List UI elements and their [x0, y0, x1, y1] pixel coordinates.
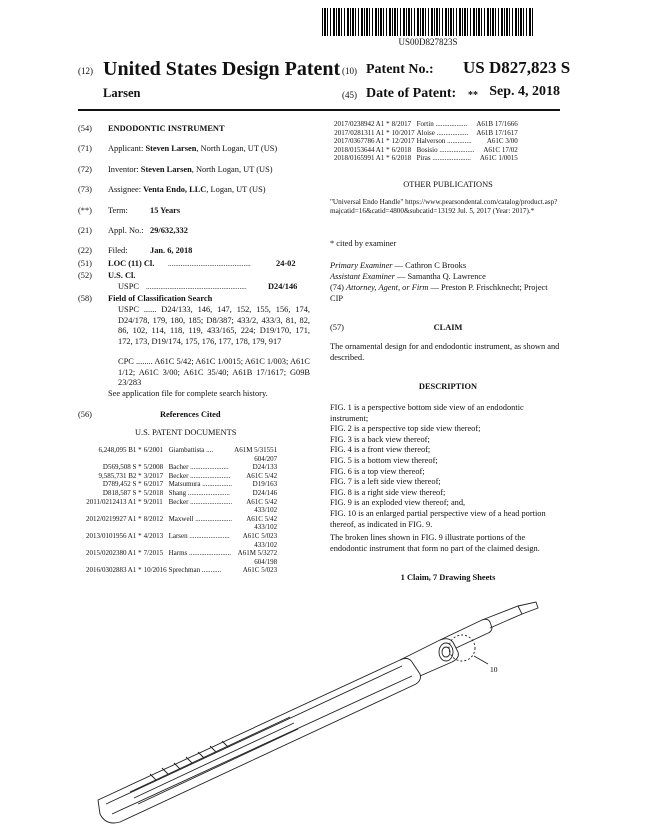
ref-name: Halverson ..............: [416, 137, 472, 146]
ref-class: 433/102: [254, 506, 278, 515]
figure-description: FIG. 4 is a front view thereof;: [330, 445, 431, 455]
ref-date: [144, 506, 169, 515]
ref-class: A61B 17/1666: [476, 120, 518, 128]
ref-class: A61C 17/02: [483, 145, 518, 154]
inventor-code: (72): [78, 165, 92, 174]
primary-examiner-label: Primary Examiner: [330, 261, 393, 270]
field-label: Field of Classification Search: [108, 294, 213, 303]
appl-label: Appl. No.:: [108, 226, 144, 235]
ref-date: 5/2008: [143, 463, 164, 472]
ref-number: 2017/0367786 A1 *: [334, 137, 390, 146]
other-publications-label: OTHER PUBLICATIONS: [403, 180, 493, 189]
ref-class: A61C 5/023: [242, 531, 278, 540]
appl-value: 29/632,332: [150, 226, 188, 235]
ref-name: Harms ........................: [168, 549, 231, 558]
ref-date: 8/2012: [143, 514, 164, 523]
ref-date: 6/2017: [143, 480, 164, 489]
primary-examiner-name: — Cathron C Brooks: [392, 261, 467, 270]
inventor: [108, 165, 273, 176]
ref-date: [144, 541, 169, 550]
reference-row: [86, 446, 279, 455]
barcode: [322, 8, 534, 36]
ref-date: 12/2017: [391, 137, 415, 146]
assignee-code: (73): [78, 185, 92, 194]
applicant-label: Applicant:: [108, 144, 144, 153]
code-45: (45): [342, 90, 357, 100]
figure-description: FIG. 8 is a right side view thereof;: [330, 487, 446, 497]
reference-row: [86, 566, 279, 575]
applicant: [108, 144, 277, 155]
field-uspc: USPC ...... D24/133, 146, 147, 152, 155, 156, 174, D24/178, 179, 180, 185; D8/387; 433/2, 433/3, 81, 82, 86, 102, 114, 118, 119, 433/165, 224; D19/170, 171, 172, 173, D19/174, 175, 176, 177, 178, 179, 917: [118, 305, 310, 346]
figure-description: FIG. 2 is a perspective top side view thereof;: [330, 424, 481, 434]
ref-number: 2011/0212413 A1 *: [86, 497, 142, 506]
ref-date: 6/2018: [391, 154, 412, 163]
reference-row: [86, 498, 279, 507]
uscl-code: (52): [78, 271, 92, 280]
reference-row: [334, 154, 520, 163]
ref-name: [169, 558, 235, 567]
attorney-code: (74): [330, 283, 347, 292]
ref-number: D818,587 S *: [102, 488, 142, 497]
ref-date: [144, 558, 169, 567]
loc-value: 24-02: [276, 259, 296, 268]
ref-number: 2018/0153644 A1 *: [334, 145, 390, 154]
cited-by-examiner: * cited by examiner: [330, 239, 397, 248]
loc-code: (51): [78, 259, 92, 268]
ref-date: 10/2017: [391, 128, 415, 137]
field-code: (58): [78, 294, 92, 303]
ref-class: A61C 5/42: [246, 514, 278, 523]
header-rule: [78, 109, 560, 111]
reference-row: [334, 129, 520, 138]
ref-name: Sprechman ...........: [168, 566, 222, 575]
filed-value: Jan. 6, 2018: [150, 246, 193, 255]
right-references: [334, 120, 562, 163]
ref-class: 604/198: [254, 557, 278, 566]
ref-number: 6,248,095 B1 *: [98, 446, 142, 454]
ref-name: [169, 506, 235, 515]
ref-class: A61B 17/1617: [476, 128, 518, 137]
ref-class: A61C 5/42: [246, 471, 278, 480]
inventor-surname: Larsen: [103, 86, 141, 100]
ref-number: 2018/0165991 A1 *: [334, 154, 390, 163]
ref-number: D789,452 S *: [102, 480, 142, 489]
field-cpc: CPC ........ A61C 5/42; A61C 1/0015; A61C 1/003; A61C 1/12; A61C 3/00; A61C 35/40; A61B 17/1617; G09B 23/283: [118, 357, 310, 388]
claim-text: The ornamental design for and endodontic instrument, as shown and described.: [330, 342, 560, 362]
ref-number: 9,585,731 B2 *: [98, 471, 142, 480]
figure-descriptions: [330, 403, 560, 530]
figure-description: FIG. 10 is an enlarged partial perspective view of a head portion thereof, as indicated in FIG. 9.: [330, 508, 546, 529]
claim-code: (57): [330, 323, 344, 332]
applicant-loc: , North Logan, UT (US): [196, 144, 278, 153]
primary-examiner: [330, 261, 466, 272]
patent-date: Sep. 4, 2018: [489, 84, 560, 99]
right-references-table: [334, 120, 520, 163]
refs-code: (56): [78, 410, 92, 419]
ref-class: 433/102: [254, 540, 278, 549]
appl-code: (21): [78, 226, 92, 235]
doc-type: United States Design Patent: [103, 58, 341, 80]
ref-class: A61C 3/00: [486, 137, 518, 146]
ref-name: Maxwell .....................: [168, 514, 232, 523]
date-label: Date of Patent:: [366, 86, 457, 101]
term-label: Term:: [108, 206, 128, 215]
ref-name: Matsumura .................: [168, 480, 232, 489]
ref-date: 10/2016: [143, 566, 167, 575]
other-publication: "Universal Endo Handle" https://www.pearsondental.com/catalog/product.asp?majcatid=16&catid=4800&subcatid=13192 Jul. 5, 2017 (Year: 2017).*: [330, 198, 558, 216]
ref-number: [86, 506, 144, 515]
reference-row: [86, 541, 279, 550]
see-application: See application file for complete search history.: [108, 389, 268, 398]
assignee-name: Venta Endo, LLC: [143, 185, 207, 194]
patent-number: US D827,823 S: [463, 58, 571, 77]
ref-number: 2012/0219927 A1 *: [86, 514, 142, 523]
reference-row: [86, 463, 279, 472]
patent-no-label: Patent No.:: [366, 62, 434, 77]
ref-name: Piras ......................: [416, 154, 471, 163]
filed-label: Filed:: [108, 246, 128, 255]
claims-sheets: 1 Claim, 7 Drawing Sheets: [400, 573, 496, 582]
reference-row: [334, 137, 520, 146]
ref-name: Becker ........................: [168, 497, 233, 506]
reference-row: [334, 120, 520, 129]
instrument-drawing: [90, 600, 560, 825]
figure-description: FIG. 3 is a back view thereof;: [330, 434, 430, 444]
left-references-table: [86, 446, 279, 575]
broken-lines-note: The broken lines shown in FIG. 9 illustrate portions of the endodontic instrument that form no part of the claimed design.: [330, 533, 540, 553]
loc-label: LOC (11) Cl.: [108, 259, 155, 268]
us-patent-docs-label: U.S. PATENT DOCUMENTS: [135, 428, 237, 437]
figure-description: FIG. 6 is a top view thereof;: [330, 466, 425, 476]
left-references: [86, 446, 314, 575]
loc-dots: ..............................................: [168, 260, 251, 268]
ref-number: 2017/0238942 A1 *: [334, 120, 390, 128]
filed-code: (22): [78, 246, 92, 255]
reference-row: [86, 472, 279, 481]
ref-date: 8/2017: [391, 120, 412, 128]
assignee: [108, 185, 266, 196]
assistant-examiner-name: — Samantha Q. Lawrence: [394, 272, 486, 281]
reference-row: [86, 532, 279, 541]
reference-row: [86, 549, 279, 558]
assignee-loc: , Logan, UT (US): [206, 185, 266, 194]
assistant-examiner: [330, 272, 486, 283]
description-label: DESCRIPTION: [418, 382, 478, 391]
usc-label: USPC: [118, 282, 139, 291]
attorney: [330, 283, 560, 304]
code-10: (10): [342, 66, 357, 76]
uscl-label: U.S. Cl.: [108, 271, 136, 280]
refs-label: References Cited: [160, 410, 221, 419]
ref-date: 9/2011: [143, 497, 163, 506]
figure-description: FIG. 1 is a perspective bottom side view of an endodontic instrument;: [330, 403, 524, 423]
ref-number: [86, 455, 144, 464]
term-value: 15 Years: [150, 206, 181, 215]
figure-description: FIG. 5 is a bottom view thereof;: [330, 455, 438, 465]
claim-label: CLAIM: [433, 323, 463, 332]
term-code: (**): [78, 206, 92, 215]
ref-number: 2013/0101956 A1 *: [86, 531, 142, 540]
ref-name: Becker .......................: [168, 471, 231, 480]
ref-date: 6/2018: [391, 145, 412, 154]
ref-class: A61M 5/3272: [237, 549, 278, 558]
figure-description: FIG. 7 is a left side view thereof;: [330, 477, 441, 487]
ref-date: 5/2018: [143, 488, 164, 497]
reference-row: [86, 480, 279, 489]
ref-class: A61M 5/31551: [234, 446, 278, 454]
applicant-code: (71): [78, 144, 92, 153]
reference-row: [86, 489, 279, 498]
ref-date: 3/2017: [143, 471, 164, 480]
figure-description: FIG. 9 is an exploded view thereof; and,: [330, 498, 466, 508]
ref-class: 433/102: [254, 523, 278, 532]
ref-class: 604/207: [254, 454, 278, 463]
ref-number: 2015/0202380 A1 *: [86, 549, 142, 558]
ref-name: Bosisio ....................: [416, 145, 475, 154]
inventor-label: Inventor:: [108, 165, 139, 174]
reference-row: [86, 455, 279, 464]
reference-row: [86, 506, 279, 515]
ref-number: [86, 541, 144, 550]
ref-number: 2016/0302883 A1 *: [86, 566, 142, 575]
ref-class: D19/163: [252, 480, 278, 489]
ref-date: 7/2015: [143, 549, 164, 558]
ref-date: [144, 455, 169, 464]
ref-date: 6/2001: [143, 446, 164, 454]
instrument-illustration: [98, 602, 538, 823]
reference-row: [86, 515, 279, 524]
ref-number: [86, 558, 144, 567]
attorney-label: Attorney, Agent, or Firm: [346, 283, 429, 292]
ref-name: [169, 455, 235, 464]
ref-name: [169, 523, 235, 532]
reference-row: [86, 558, 279, 567]
ref-number: 2017/0281311 A1 *: [334, 128, 390, 137]
ref-number: [86, 523, 144, 532]
ref-name: Larsen .......................: [168, 531, 230, 540]
ref-class: A61C 5/023: [242, 566, 278, 575]
ref-class: D24/146: [252, 488, 278, 497]
ref-date: [144, 523, 169, 532]
inventor-name: Steven Larsen: [140, 165, 192, 174]
ref-name: Aloise ..................: [416, 128, 469, 137]
ref-class: A61C 1/0015: [479, 154, 518, 163]
usc-value: D24/146: [268, 282, 298, 291]
ref-date: 4/2013: [143, 531, 164, 540]
reference-row: [334, 146, 520, 155]
ref-name: Fortin ..................: [416, 120, 467, 128]
assistant-examiner-label: Assistant Examiner: [330, 272, 395, 281]
ref-class: D24/133: [252, 463, 278, 472]
ref-class: A61C 5/42: [246, 497, 278, 506]
reference-row: [86, 523, 279, 532]
code-12: (12): [78, 66, 93, 76]
title: ENDODONTIC INSTRUMENT: [108, 124, 225, 133]
title-code: (54): [78, 124, 92, 133]
attorney-name: — Preston P. Frischknecht; Project CIP: [330, 283, 548, 303]
ref-number: D569,508 S *: [102, 463, 142, 472]
term-stars: **: [468, 90, 478, 101]
figure-callout: 10: [490, 665, 498, 674]
assignee-label: Assignee:: [108, 185, 142, 194]
ref-name: [169, 541, 235, 550]
barcode-number: US00D827823S: [398, 37, 458, 47]
inventor-loc: , North Logan, UT (US): [191, 165, 273, 174]
ref-name: Giambattista ....: [168, 446, 214, 454]
applicant-name: Steven Larsen: [145, 144, 197, 153]
ref-name: Shang ........................: [168, 488, 230, 497]
usc-dots: ........................................................: [146, 283, 247, 291]
ref-name: Bacher ......................: [168, 463, 229, 472]
